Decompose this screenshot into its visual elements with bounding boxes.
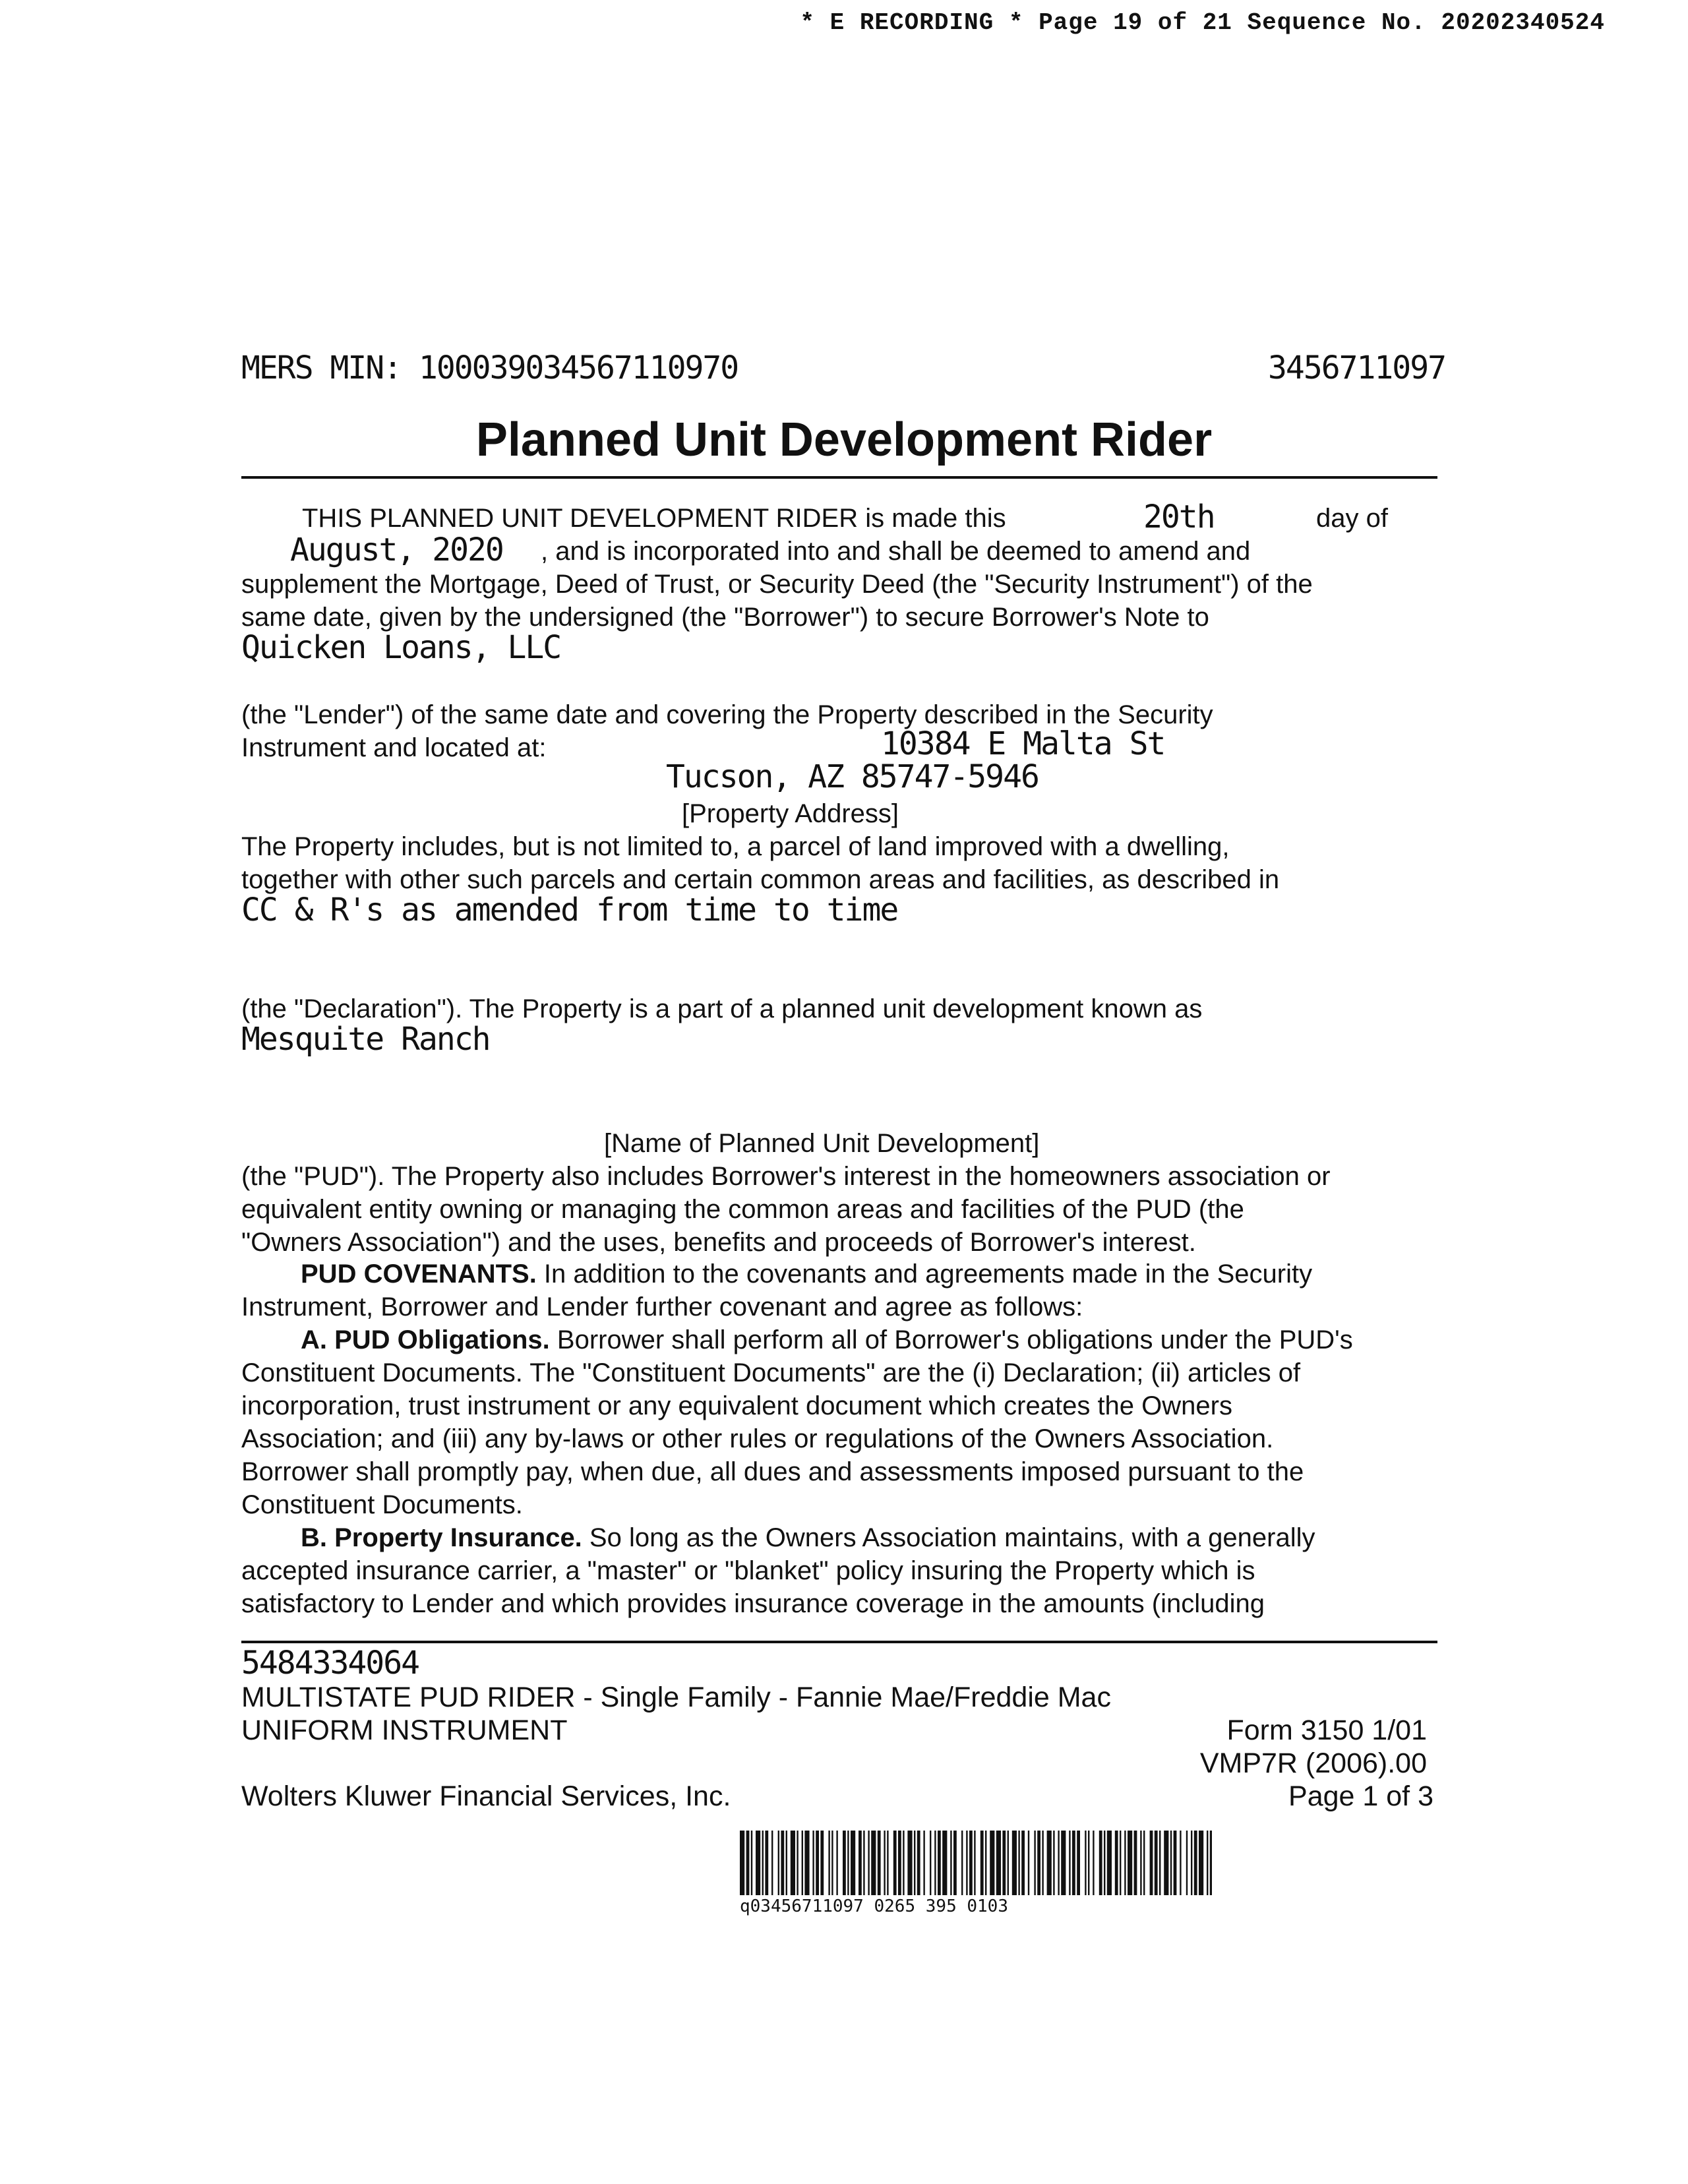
barcode-bar — [974, 1831, 975, 1895]
barcode-bar — [1115, 1831, 1118, 1895]
barcode-bar — [831, 1831, 833, 1895]
address-line-1: 10384 E Malta St — [881, 725, 1165, 762]
barcode-bar — [802, 1831, 803, 1895]
intro-line-6: Instrument and located at: — [241, 733, 547, 762]
barcode-bar — [812, 1831, 814, 1895]
recording-stamp: * E RECORDING * Page 19 of 21 Sequence No. 20202340524 — [800, 9, 1605, 36]
barcode-bar — [1107, 1831, 1112, 1895]
barcode-bar — [1093, 1831, 1094, 1895]
barcode-bar — [771, 1831, 773, 1895]
mers-min: MERS MIN: 100039034567110970 — [241, 349, 738, 386]
page-number: Page 1 of 3 — [1288, 1780, 1433, 1812]
barcode-bar — [1088, 1831, 1089, 1895]
property-line-4: (the "PUD"). The Property also includes Borrower's interest in the homeowners association or — [241, 1162, 1331, 1191]
barcode-bar — [985, 1831, 986, 1895]
barcode-bar — [1021, 1831, 1025, 1895]
covenants-line-2: Instrument, Borrower and Lender further covenant and agree as follows: — [241, 1292, 1083, 1321]
barcode-bar — [746, 1831, 750, 1895]
section-a-heading: A. PUD Obligations. — [301, 1325, 550, 1354]
barcode-bar — [1008, 1831, 1009, 1895]
barcode-bar — [778, 1831, 779, 1895]
barcode-bar — [1207, 1831, 1208, 1895]
barcode-bar — [990, 1831, 994, 1895]
day-of-label: day of — [1316, 504, 1388, 533]
barcode-bar — [751, 1831, 752, 1895]
barcode-bar — [804, 1831, 809, 1895]
barcode-bar — [1058, 1831, 1059, 1895]
barcode-bar — [1085, 1831, 1086, 1895]
barcode-bar — [1002, 1831, 1006, 1895]
barcode-bar — [1047, 1831, 1052, 1895]
barcode-bar — [1028, 1831, 1029, 1895]
barcode-bar — [961, 1831, 963, 1895]
form-title: MULTISTATE PUD RIDER - Single Family - Fannie Mae/Freddie Mac — [241, 1682, 1111, 1713]
section-b-heading: B. Property Insurance. — [301, 1523, 582, 1552]
barcode-bar — [907, 1831, 912, 1895]
barcode-bar — [1128, 1831, 1132, 1895]
section-a-line-6: Constituent Documents. — [241, 1490, 523, 1519]
intro-line-2: , and is incorporated into and shall be deemed to amend and — [541, 537, 1251, 566]
section-b-line-1 — [301, 1522, 1315, 1554]
barcode-bar — [756, 1831, 760, 1895]
property-line-5: equivalent entity owning or managing the common areas and facilities of the PUD (the — [241, 1195, 1244, 1224]
barcode-bar — [953, 1831, 957, 1895]
barcode-bar — [1061, 1831, 1066, 1895]
barcode-bar — [1191, 1831, 1192, 1895]
barcode-bar — [884, 1831, 885, 1895]
address-line-2: Tucson, AZ 85747-5946 — [666, 758, 1039, 795]
barcode-bar — [863, 1831, 864, 1895]
form-number: Form 3150 1/01 — [1226, 1714, 1427, 1746]
barcode-bar — [1180, 1831, 1181, 1895]
barcode-bar — [1134, 1831, 1137, 1895]
property-line-2: together with other such parcels and certain common areas and facilities, as described in — [241, 865, 1280, 894]
section-a-line-4: Association; and (iii) any by-laws or other rules or regulations of the Owners Association. — [241, 1424, 1274, 1453]
barcode-bar — [762, 1831, 764, 1895]
intro-line-4: same date, given by the undersigned (the "Borrower") to secure Borrower's Note to — [241, 603, 1209, 632]
barcode-bar — [950, 1831, 951, 1895]
barcode — [740, 1831, 1212, 1895]
barcode-bar — [1174, 1831, 1177, 1895]
section-a-line-5: Borrower shall promptly pay, when due, all dues and assessments imposed pursuant to the — [241, 1457, 1304, 1486]
section-b-line-2: accepted insurance carrier, a "master" or "blanket" policy insuring the Property which is — [241, 1556, 1255, 1585]
property-line-1: The Property includes, but is not limited to, a parcel of land improved with a dwelling, — [241, 832, 1230, 861]
lender-field: Quicken Loans, LLC — [241, 629, 561, 666]
barcode-bar — [851, 1831, 855, 1895]
month-year-field: August, 2020 — [290, 531, 503, 568]
barcode-bar — [878, 1831, 881, 1895]
pud-name-caption: [Name of Planned Unit Development] — [604, 1129, 1040, 1158]
barcode-bar — [1150, 1831, 1153, 1895]
section-a-line-1 — [301, 1324, 1353, 1356]
barcode-bar — [1210, 1831, 1212, 1895]
property-line-3: (the "Declaration"). The Property is a part of a planned unit development known as — [241, 994, 1203, 1023]
barcode-bar — [786, 1831, 787, 1895]
section-a-line-2: Constituent Documents. The "Constituent Documents" are the (i) Declaration; (ii) articles of — [241, 1358, 1301, 1387]
barcode-bar — [1164, 1831, 1168, 1895]
title-rule — [241, 476, 1437, 479]
barcode-bar — [797, 1831, 798, 1895]
barcode-text: q03456711097 0265 395 0103 — [740, 1896, 1008, 1916]
section-a-text: Borrower shall perform all of Borrower's obligations under the PUD's — [549, 1325, 1353, 1354]
barcode-bar — [1104, 1831, 1105, 1895]
barcode-bar — [1186, 1831, 1188, 1895]
covenants-heading: PUD COVENANTS. — [301, 1259, 537, 1289]
barcode-bar — [868, 1831, 869, 1895]
barcode-bar — [871, 1831, 876, 1895]
barcode-bar — [980, 1831, 984, 1895]
uniform-instrument: UNIFORM INSTRUMENT — [241, 1714, 568, 1746]
barcode-bar — [816, 1831, 819, 1895]
vmp-code: VMP7R (2006).00 — [1199, 1747, 1427, 1779]
barcode-bar — [923, 1831, 924, 1895]
barcode-bar — [843, 1831, 846, 1895]
barcode-bar — [914, 1831, 915, 1895]
barcode-bar — [1037, 1831, 1040, 1895]
barcode-bar — [917, 1831, 920, 1895]
section-b-text: So long as the Owners Association maintains, with a generally — [582, 1523, 1315, 1552]
barcode-bar — [781, 1831, 784, 1895]
declaration-field: CC & R's as amended from time to time — [241, 892, 898, 928]
barcode-bar — [1124, 1831, 1126, 1895]
barcode-bar — [836, 1831, 837, 1895]
day-field: 20th — [1143, 499, 1215, 535]
section-a-line-3: incorporation, trust instrument or any equivalent document which creates the Owners — [241, 1391, 1232, 1420]
barcode-bar — [1159, 1831, 1160, 1895]
footer-rule — [241, 1641, 1437, 1643]
intro-line-5: (the "Lender") of the same date and covering the Property described in the Security — [241, 700, 1213, 729]
barcode-bar — [938, 1831, 941, 1895]
barcode-bar — [820, 1831, 824, 1895]
covenants-text: In addition to the covenants and agreements made in the Security — [536, 1259, 1313, 1289]
barcode-bar — [1072, 1831, 1075, 1895]
barcode-bar — [859, 1831, 862, 1895]
property-line-6: "Owners Association") and the uses, benefits and proceeds of Borrower's interest. — [241, 1228, 1196, 1257]
page-title: Planned Unit Development Rider — [475, 413, 1213, 466]
address-caption: [Property Address] — [682, 799, 899, 828]
barcode-bar — [903, 1831, 904, 1895]
barcode-bar — [740, 1831, 744, 1895]
barcode-bar — [1018, 1831, 1019, 1895]
barcode-bar — [847, 1831, 849, 1895]
barcode-bar — [893, 1831, 897, 1895]
barcode-bar — [1170, 1831, 1172, 1895]
loan-number: 3456711097 — [1268, 349, 1445, 386]
barcode-bar — [898, 1831, 901, 1895]
barcode-bar — [1143, 1831, 1145, 1895]
barcode-bar — [1155, 1831, 1158, 1895]
section-b-line-3: satisfactory to Lender and which provides insurance coverage in the amounts (including — [241, 1589, 1265, 1618]
barcode-bar — [1042, 1831, 1043, 1895]
barcode-bar — [1099, 1831, 1102, 1895]
barcode-bar — [1069, 1831, 1070, 1895]
barcode-bar — [1199, 1831, 1203, 1895]
barcode-bar — [969, 1831, 973, 1895]
barcode-bar — [1120, 1831, 1121, 1895]
barcode-bar — [1012, 1831, 1017, 1895]
covenants-line-1 — [301, 1258, 1312, 1290]
barcode-bar — [765, 1831, 768, 1895]
barcode-bar — [791, 1831, 795, 1895]
pud-name-field: Mesquite Ranch — [241, 1021, 490, 1058]
intro-line-3: supplement the Mortgage, Deed of Trust, or Security Deed (the "Security Instrument") of the — [241, 570, 1313, 599]
publisher: Wolters Kluwer Financial Services, Inc. — [241, 1780, 731, 1812]
barcode-bar — [996, 1831, 1001, 1895]
barcode-bar — [930, 1831, 931, 1895]
intro-line-1: THIS PLANNED UNIT DEVELOPMENT RIDER is made this — [302, 504, 1006, 533]
barcode-bar — [934, 1831, 936, 1895]
barcode-bar — [1034, 1831, 1035, 1895]
barcode-bar — [1140, 1831, 1141, 1895]
barcode-bar — [1077, 1831, 1080, 1895]
barcode-bar — [887, 1831, 888, 1895]
barcode-bar — [1053, 1831, 1054, 1895]
barcode-bar — [966, 1831, 967, 1895]
barcode-bar — [828, 1831, 829, 1895]
barcode-bar — [1194, 1831, 1197, 1895]
barcode-bar — [942, 1831, 947, 1895]
doc-number: 5484334064 — [241, 1645, 419, 1682]
